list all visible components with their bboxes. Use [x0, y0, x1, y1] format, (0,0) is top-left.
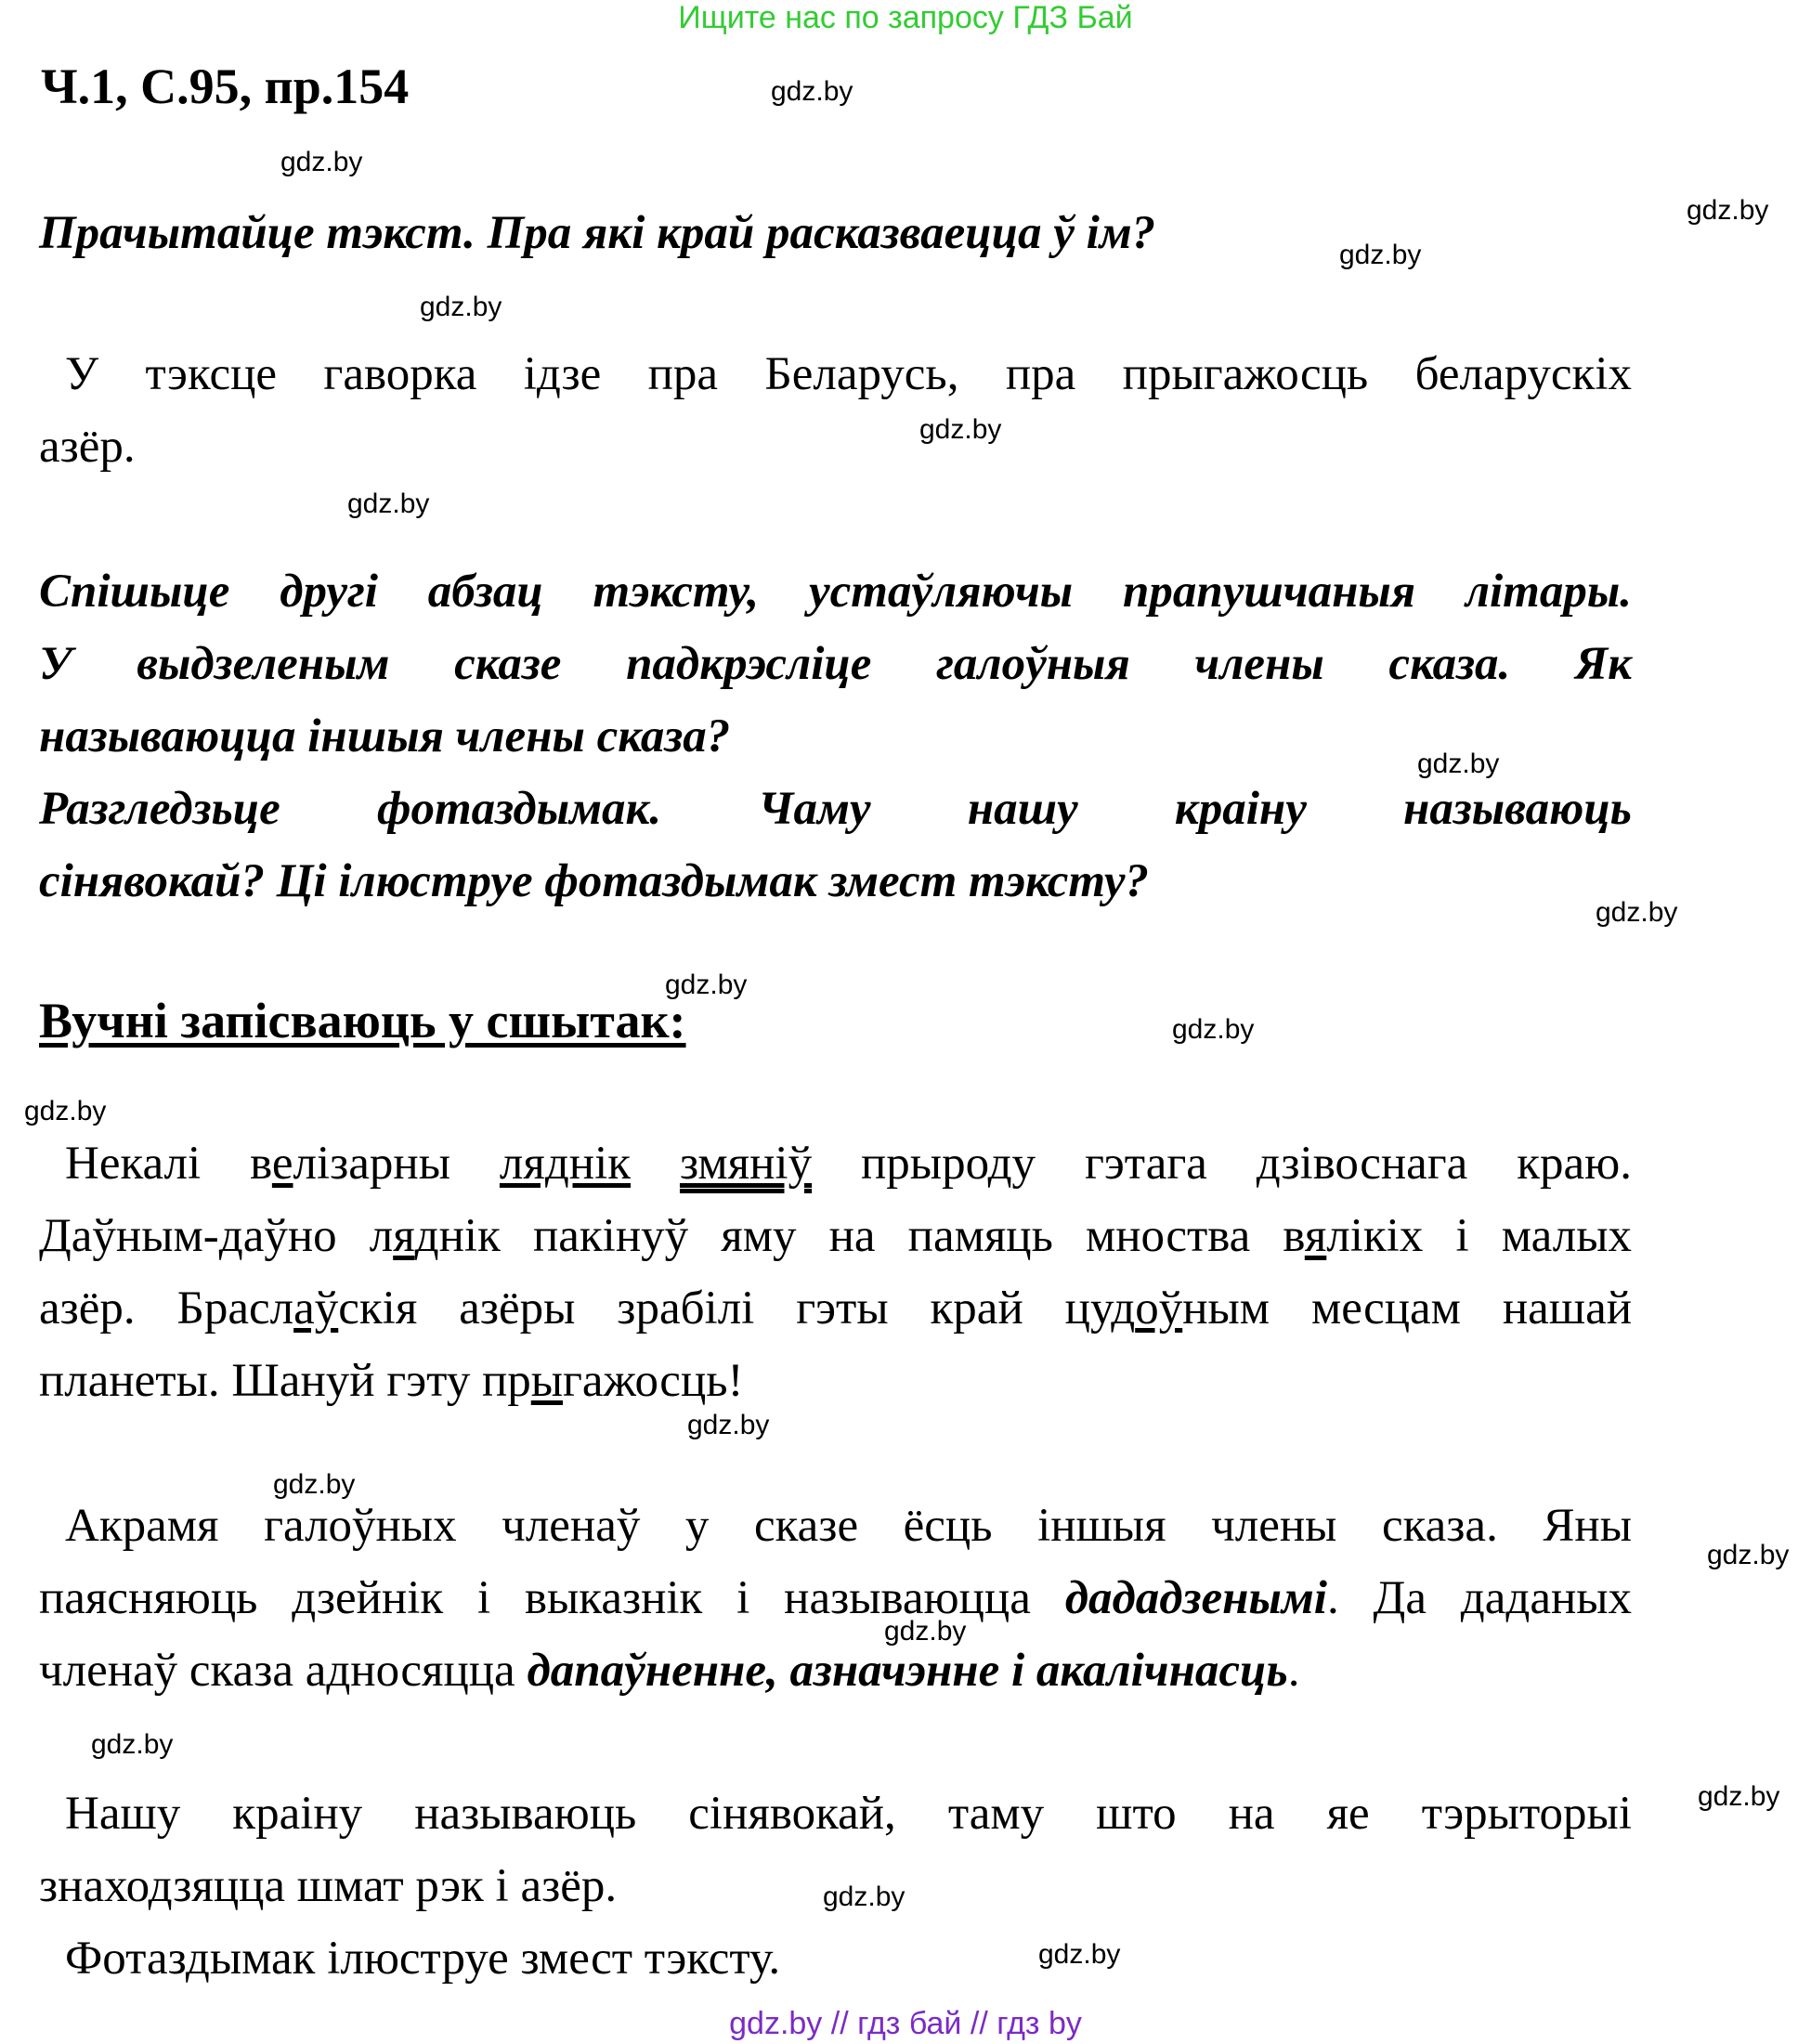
text-segment	[631, 1138, 680, 1190]
task-2-line: Разгледзьце фотаздымак. Чаму нашу краіну называюць	[39, 783, 1632, 835]
term: дададзенымі	[1064, 1572, 1327, 1624]
answer-2-line	[39, 1634, 1632, 1707]
text-segment: ным месцам нашай	[1182, 1282, 1633, 1334]
task-2-line: Спішыце другі абзац тэксту, устаўляючы прапушчаныя літары.	[39, 566, 1632, 618]
inserted-letter: я	[393, 1210, 415, 1262]
copied-paragraph	[39, 1127, 1632, 1417]
inserted-letter: ы	[530, 1355, 564, 1407]
text-segment: прыроду гэтага дзівоснага краю.	[812, 1138, 1633, 1190]
page-title: Ч.1, С.95, пр.154	[41, 59, 410, 114]
term: дапаўненне, азначэнне і акалічнасць	[527, 1645, 1288, 1697]
watermark: gdz.by	[1172, 1014, 1255, 1045]
watermark: gdz.by	[823, 1881, 906, 1912]
task-2-line: сінявокай? Ці ілюструе фотаздымак змест тэксту?	[39, 855, 1149, 907]
text-segment: лізарны	[293, 1138, 500, 1190]
text-segment: гажосць!	[563, 1355, 744, 1407]
task-2-line: называюцца іншыя члены сказа?	[39, 710, 731, 762]
text-segment: скія азёры зрабілі гэты край цуд	[338, 1282, 1136, 1334]
text-segment: членаў сказа адносяцца	[39, 1645, 528, 1697]
inserted-letter: я	[1304, 1210, 1327, 1262]
answer-3-line: Нашу краіну называюць сінявокай, таму што на яе тэрыторыі	[65, 1788, 1632, 1840]
text-segment: планеты. Шануй гэту пр	[39, 1355, 531, 1407]
task-2	[39, 555, 1632, 918]
answer-2-line	[39, 1562, 1632, 1634]
task-1	[39, 197, 1632, 269]
watermark: gdz.by	[884, 1616, 967, 1647]
copied-line-2	[39, 1200, 1632, 1272]
watermark: gdz.by	[1687, 195, 1769, 226]
inserted-letter: аў	[293, 1282, 339, 1334]
text-segment: азёр. Брасл	[39, 1282, 294, 1334]
watermark: gdz.by	[1339, 240, 1422, 270]
text-segment: лікіх і малых	[1326, 1210, 1632, 1262]
answer-2	[39, 1490, 1632, 1707]
footer-links: gdz.by // гдз бай // гдз by	[729, 2006, 1082, 2041]
text-segment: . Да даданых	[1326, 1572, 1633, 1624]
watermark: gdz.by	[1596, 897, 1678, 928]
inserted-letter: оў	[1135, 1282, 1183, 1334]
watermark: gdz.by	[771, 76, 853, 107]
answer-3-line: знаходзяцца шмат рэк і азёр.	[39, 1860, 618, 1912]
copied-line-1	[39, 1127, 1632, 1200]
watermark: gdz.by	[420, 292, 502, 322]
answer-1	[39, 338, 1632, 483]
answer-3-line: Фотаздымак ілюструе змест тэксту.	[65, 1933, 781, 1985]
answer-3	[39, 1777, 1632, 1995]
predicate-underlined: змяніў	[679, 1138, 813, 1190]
watermark: gdz.by	[347, 488, 430, 519]
text-segment: Даўным-даўно л	[39, 1210, 394, 1262]
top-search-note: Ищите нас по запросу ГДЗ Бай	[678, 0, 1133, 35]
text-segment: Некалі в	[65, 1138, 272, 1190]
copied-line-3	[39, 1272, 1632, 1345]
text-segment: .	[1287, 1645, 1300, 1697]
answer-2-line: Акрамя галоўных членаў у сказе ёсць іншыя члены сказа. Яны	[65, 1500, 1632, 1552]
watermark: gdz.by	[1417, 749, 1500, 779]
watermark: gdz.by	[1698, 1781, 1780, 1812]
text-segment: днік пакінуў яму на памяць мноства в	[414, 1210, 1305, 1262]
subject-underlined: ляднік	[499, 1138, 632, 1190]
task-2-line: У выдзеленым сказе падкрэсліце галоўныя члены сказа. Як	[39, 638, 1632, 690]
task-1-text: Прачытайце тэкст. Пра які край расказваецца ў ім?	[39, 207, 1156, 259]
watermark: gdz.by	[1038, 1939, 1121, 1970]
section-title: Вучні запісваюць у сшытак:	[39, 993, 686, 1048]
watermark: gdz.by	[1707, 1540, 1790, 1570]
watermark: gdz.by	[280, 147, 363, 177]
watermark: gdz.by	[919, 414, 1002, 445]
watermark: gdz.by	[687, 1410, 770, 1440]
answer-1-line: азёр.	[39, 421, 136, 473]
watermark: gdz.by	[273, 1469, 356, 1500]
watermark: gdz.by	[24, 1096, 107, 1126]
watermark: gdz.by	[665, 970, 748, 1000]
answer-1-line: У тэксце гаворка ідзе пра Беларусь, пра прыгажосць беларускіх	[65, 348, 1632, 400]
text-segment: паясняюць дзейнік і выказнік і называюцца	[39, 1572, 1065, 1624]
copied-line-4	[39, 1345, 1632, 1417]
watermark: gdz.by	[91, 1729, 174, 1760]
inserted-letter: е	[271, 1138, 293, 1190]
